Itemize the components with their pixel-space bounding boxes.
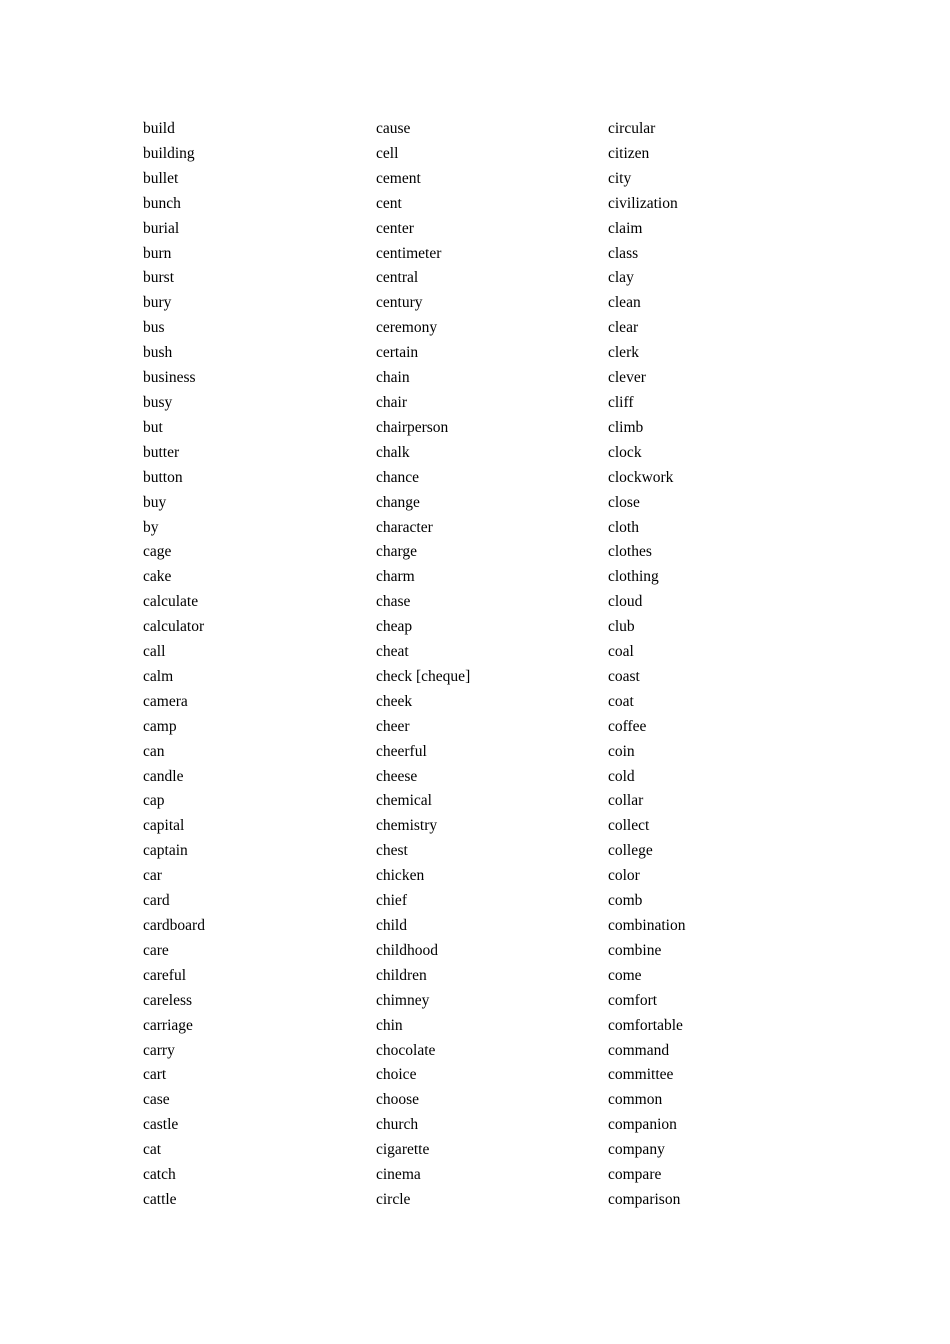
word-entry: candle — [143, 767, 184, 785]
word-entry: collect — [608, 817, 650, 835]
word-entry: chemistry — [376, 817, 438, 835]
word-entry: change — [376, 493, 420, 511]
word-entry: character — [376, 518, 433, 536]
word-entry: cigarette — [376, 1141, 430, 1159]
word-entry: century — [376, 294, 423, 312]
word-entry: calculate — [143, 593, 199, 611]
word-entry: can — [143, 742, 165, 760]
word-entry: careless — [143, 991, 193, 1009]
word-entry: climb — [608, 418, 644, 436]
word-entry: clerk — [608, 344, 639, 362]
word-entry: ceremony — [376, 319, 438, 337]
word-entry: coffee — [608, 717, 647, 735]
word-entry: camp — [143, 717, 177, 735]
word-entry: bunch — [143, 194, 181, 212]
word-entry: church — [376, 1116, 419, 1134]
word-entry: circular — [608, 120, 656, 137]
word-entry: camera — [143, 692, 188, 710]
word-entry: clothing — [608, 568, 659, 586]
word-entry: cheek — [376, 692, 413, 710]
word-entry: bullet — [143, 169, 179, 187]
word-entry: chocolate — [376, 1041, 436, 1059]
word-entry: company — [608, 1141, 665, 1159]
word-entry: come — [608, 966, 642, 984]
word-entry: choose — [376, 1091, 420, 1109]
word-entry: chalk — [376, 443, 410, 461]
word-entry: combine — [608, 941, 662, 959]
word-entry: chin — [376, 1016, 403, 1034]
word-entry: catch — [143, 1166, 176, 1184]
word-entry: clay — [608, 269, 634, 287]
word-entry: burn — [143, 244, 172, 262]
word-entry: cat — [143, 1141, 162, 1159]
word-entry: collar — [608, 792, 644, 810]
word-entry: chairperson — [376, 418, 449, 436]
word-entry: child — [376, 917, 407, 934]
word-entry: comfortable — [608, 1016, 683, 1034]
word-entry: castle — [143, 1116, 179, 1134]
word-entry: claim — [608, 219, 643, 237]
word-entry: choice — [376, 1066, 417, 1084]
word-entry: coast — [608, 667, 640, 685]
word-entry: cage — [143, 543, 172, 561]
word-entry: call — [143, 643, 166, 661]
word-entry: busy — [143, 393, 173, 411]
word-entry: building — [143, 144, 195, 162]
word-entry: cheat — [376, 643, 409, 661]
word-entry: bus — [143, 319, 165, 337]
word-entry: calculator — [143, 618, 205, 636]
word-entry: chicken — [376, 867, 425, 885]
word-entry: close — [608, 493, 640, 511]
word-entry: command — [608, 1041, 670, 1059]
word-entry: care — [143, 941, 169, 959]
word-entry: calm — [143, 667, 174, 685]
word-entry: build — [143, 120, 175, 137]
word-entry: charm — [376, 568, 415, 586]
word-entry: color — [608, 867, 640, 885]
word-entry: coin — [608, 742, 635, 760]
word-entry: comb — [608, 892, 643, 910]
word-entry: bush — [143, 344, 173, 362]
word-entry: cell — [376, 144, 399, 162]
word-entry: cause — [376, 120, 411, 137]
word-entry: but — [143, 418, 163, 436]
word-entry: clean — [608, 294, 641, 312]
word-entry: by — [143, 518, 159, 536]
word-entry: children — [376, 966, 427, 984]
word-entry: comfort — [608, 991, 658, 1009]
word-entry: card — [143, 892, 170, 910]
word-column-3 — [608, 117, 828, 1213]
word-entry: comparison — [608, 1190, 681, 1208]
word-entry: chase — [376, 593, 411, 611]
word-entry: cliff — [608, 393, 634, 411]
word-entry: careful — [143, 966, 187, 984]
word-entry: cloth — [608, 518, 639, 536]
word-entry: certain — [376, 344, 419, 362]
word-entry: cheese — [376, 767, 418, 785]
word-entry: chimney — [376, 991, 430, 1009]
word-entry: city — [608, 169, 632, 187]
word-entry: coal — [608, 643, 634, 661]
word-entry: cardboard — [143, 917, 205, 934]
word-entry: college — [608, 842, 653, 860]
word-entry: clever — [608, 369, 646, 387]
word-entry: button — [143, 468, 183, 486]
word-entry: clock — [608, 443, 642, 461]
word-entry: cent — [376, 194, 402, 212]
word-entry: central — [376, 269, 419, 287]
word-entry: captain — [143, 842, 188, 860]
word-entry: companion — [608, 1116, 677, 1134]
word-entry: chance — [376, 468, 420, 486]
word-entry: common — [608, 1091, 663, 1109]
word-entry: business — [143, 369, 196, 387]
word-entry: cold — [608, 767, 635, 785]
word-entry: chair — [376, 393, 407, 411]
word-entry: committee — [608, 1066, 674, 1084]
word-entry: clockwork — [608, 468, 674, 486]
word-entry: cart — [143, 1066, 167, 1084]
word-entry: clear — [608, 319, 639, 337]
word-entry: cap — [143, 792, 165, 810]
word-entry: cloud — [608, 593, 643, 611]
word-entry: case — [143, 1091, 170, 1109]
word-entry: cheerful — [376, 742, 427, 760]
word-entry: chief — [376, 892, 407, 910]
word-entry: cement — [376, 169, 421, 187]
word-entry: burst — [143, 269, 174, 287]
word-entry: carry — [143, 1041, 175, 1059]
word-entry: check [cheque] — [376, 667, 471, 685]
word-entry: chain — [376, 369, 410, 387]
word-entry: citizen — [608, 144, 650, 162]
word-entry: car — [143, 867, 162, 885]
word-column-1 — [143, 117, 363, 1213]
word-entry: charge — [376, 543, 418, 561]
word-entry: coat — [608, 692, 634, 710]
word-entry: chemical — [376, 792, 432, 810]
word-entry: chest — [376, 842, 408, 860]
word-entry: cheer — [376, 717, 410, 735]
word-entry: burial — [143, 219, 180, 237]
word-entry: butter — [143, 443, 180, 461]
word-entry: cattle — [143, 1190, 177, 1208]
word-entry: cheap — [376, 618, 413, 636]
word-entry: class — [608, 244, 639, 262]
word-entry: combination — [608, 917, 686, 934]
word-entry: cinema — [376, 1166, 421, 1184]
word-entry: carriage — [143, 1016, 193, 1034]
word-entry: centimeter — [376, 244, 442, 262]
word-entry: club — [608, 618, 635, 636]
word-entry: compare — [608, 1166, 662, 1184]
word-entry: childhood — [376, 941, 438, 959]
word-column-2 — [376, 117, 596, 1213]
word-entry: civilization — [608, 194, 678, 212]
word-entry: buy — [143, 493, 167, 511]
word-entry: center — [376, 219, 414, 237]
word-entry: capital — [143, 817, 185, 835]
word-entry: bury — [143, 294, 172, 312]
word-entry: clothes — [608, 543, 652, 561]
word-entry: cake — [143, 568, 172, 586]
word-entry: circle — [376, 1190, 411, 1208]
